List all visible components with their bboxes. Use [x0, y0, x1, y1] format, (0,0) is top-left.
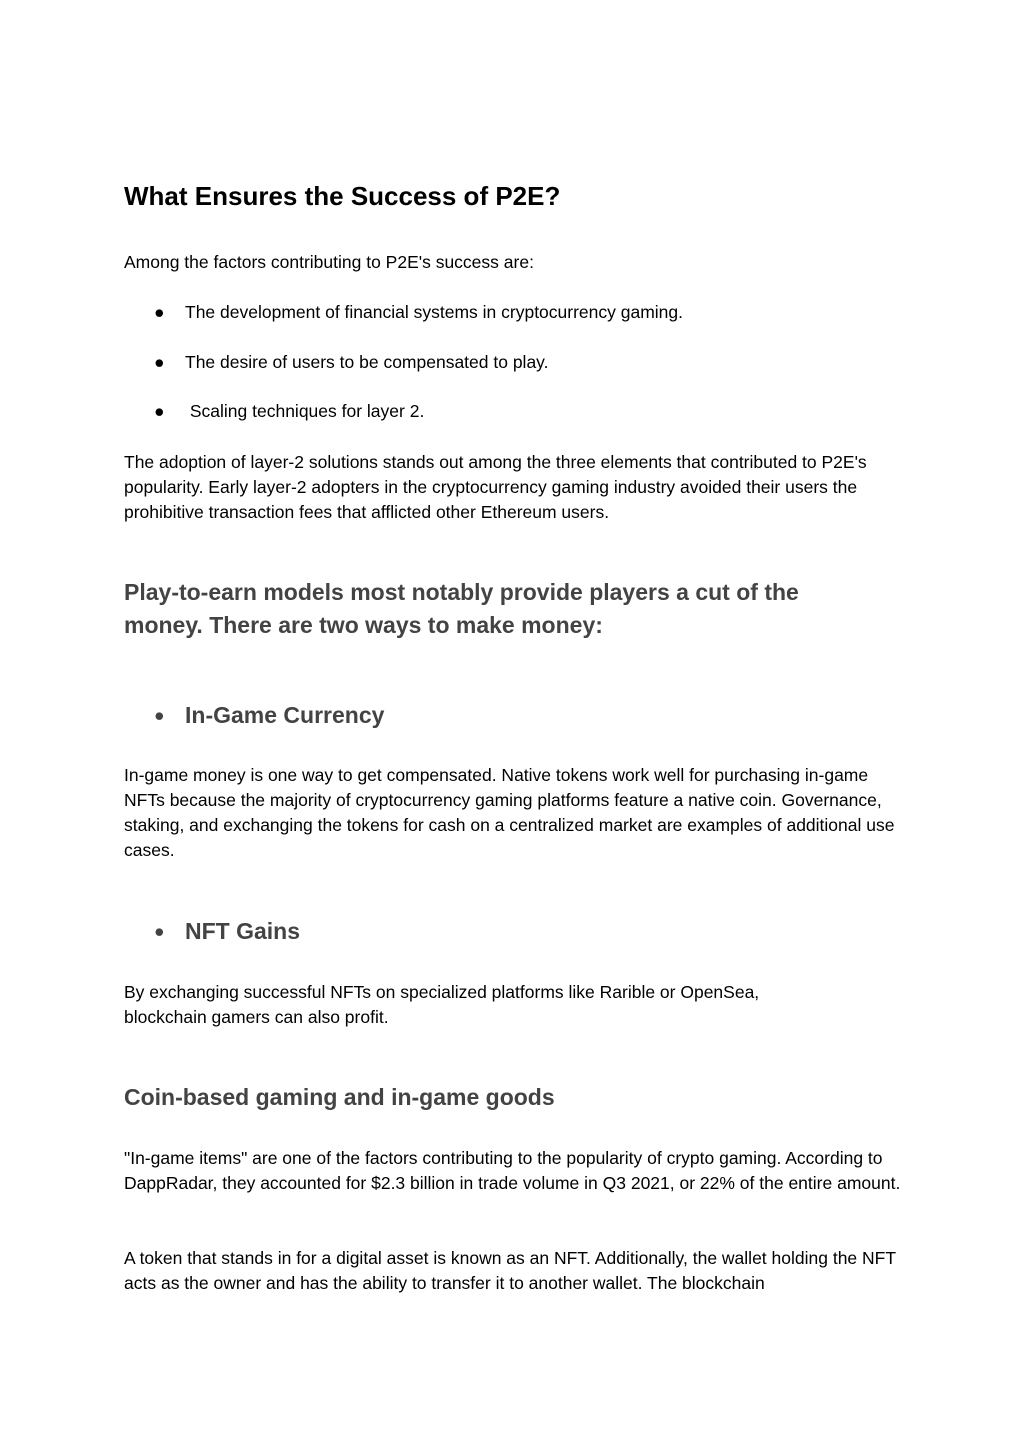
nft-gains-paragraph: By exchanging successful NFTs on specialized platforms like Rarible or OpenSea, blockchain gamers can also profit. [124, 982, 760, 1027]
list-item [154, 350, 549, 375]
earn-heading: Play-to-earn models most notably provide players a cut of the money. There are two ways to make money: [124, 579, 799, 638]
page-title: What Ensures the Success of P2E? [124, 181, 561, 211]
bullet-icon: ● [154, 352, 165, 372]
list-item [154, 300, 683, 325]
coin-heading: Coin-based gaming and in-game goods [124, 1084, 555, 1110]
section-heading-in-game-currency [154, 700, 384, 730]
intro-paragraph: Among the factors contributing to P2E's success are: [124, 252, 534, 272]
bullet-icon: ● [154, 920, 165, 941]
bullet-icon: ● [154, 401, 165, 421]
section-heading-text: NFT Gains [185, 918, 301, 944]
bullet-icon: ● [154, 704, 165, 725]
in-game-currency-paragraph: In-game money is one way to get compensated. Native tokens work well for purchasing in-game NFTs because the majority of cryptocurrency gaming platforms feature a native coin. Governance, staking, and exchanging the tokens for cash on a centralized market are examples of additional use cases. [124, 765, 895, 860]
section-heading-text: In-Game Currency [185, 702, 385, 728]
bullet-icon: ● [154, 302, 165, 322]
list-item [154, 399, 424, 424]
coin-paragraph: "In-game items" are one of the factors contributing to the popularity of crypto gaming. According to DappRadar, they accounted for $2.3 billion in trade volume in Q3 2021, or 22% of the entire amount. [124, 1148, 901, 1193]
nft-token-paragraph: A token that stands in for a digital asset is known as an NFT. Additionally, the wallet holding the NFT acts as the owner and has the ability to transfer it to another wallet. The blockchain [124, 1248, 896, 1293]
list-item-text: The desire of users to be compensated to play. [185, 352, 549, 372]
list-item-text: The development of financial systems in cryptocurrency gaming. [185, 302, 684, 322]
layer2-paragraph: The adoption of layer-2 solutions stands out among the three elements that contributed to P2E's popularity. Early layer-2 adopters in the cryptocurrency gaming industry avoided their users the prohibitive transaction fees that afflicted other Ethereum users. [124, 452, 867, 522]
list-item-text: Scaling techniques for layer 2. [185, 401, 425, 421]
section-heading-nft-gains [154, 916, 300, 946]
